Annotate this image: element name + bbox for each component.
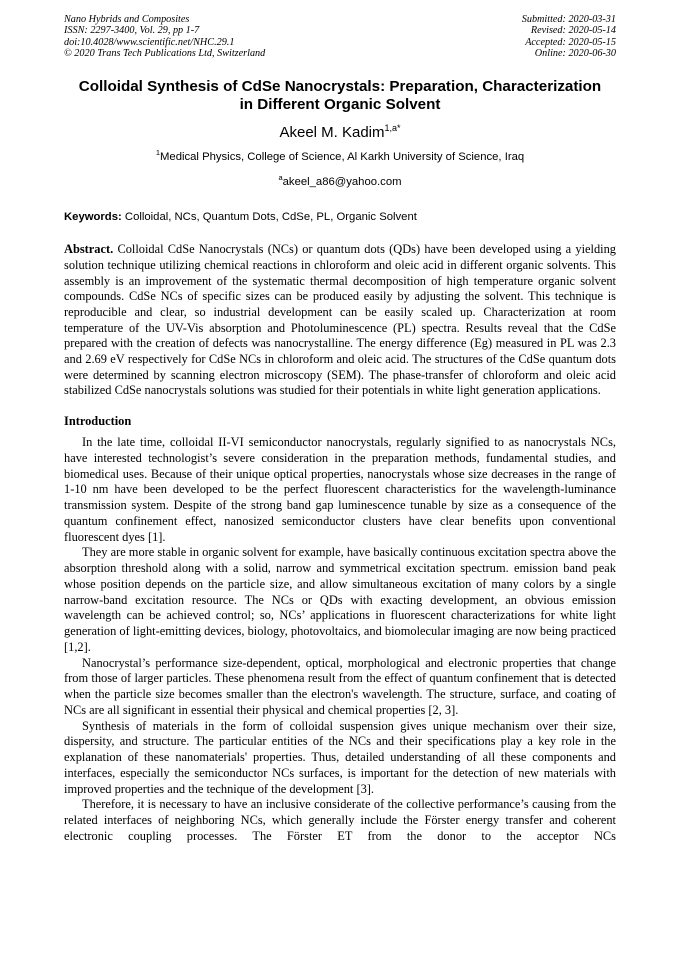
journal-copyright: © 2020 Trans Tech Publications Ltd, Switzerland	[64, 48, 266, 60]
date-online: Online: 2020-06-30	[534, 48, 616, 60]
affiliation	[64, 146, 616, 164]
publication-dates	[522, 14, 616, 60]
journal-info	[64, 14, 265, 60]
journal-doi: doi:10.4028/www.scientific.net/NHC.29.1	[64, 36, 235, 48]
author	[64, 119, 616, 142]
title-line-1: Colloidal Synthesis of CdSe Nanocrystals: Preparation, Characterization	[78, 77, 602, 95]
email-superscript: a	[278, 173, 283, 183]
affiliation-text: Medical Physics, College of Science, Al Karkh University of Science, Iraq	[160, 150, 525, 163]
journal-header	[64, 14, 616, 60]
keywords-label: Keywords:	[64, 211, 122, 224]
paper-page	[64, 14, 616, 845]
email-text: akeel_a86@yahoo.com	[282, 176, 402, 189]
abstract	[64, 242, 616, 399]
intro-paragraph-5: Therefore, it is necessary to have an inclusive considerate of the collective performance’s causing from the related interfaces of neighboring NCs, which generally include the Förster energy transfer and coherent electronic coupling processes. The Förster ET from the donor to the acceptor NCs	[64, 797, 616, 843]
date-revised: Revised: 2020-05-14	[530, 25, 616, 37]
journal-name: Nano Hybrids and Composites	[64, 14, 190, 25]
paper-title	[64, 78, 616, 115]
date-accepted: Accepted: 2020-05-15	[525, 36, 616, 48]
abstract-label: Abstract.	[64, 242, 114, 257]
abstract-text: Colloidal CdSe Nanocrystals (NCs) or quantum dots (QDs) have been developed using a yielding solution technique utilizing chemical reactions in chloroform and oleic acid in different organic solvents. This assembly is an improvement of the systematic thermal decomposition of high temperature organic solvent compounds. CdSe NCs of specific sizes can be produced easily by adjusting the solvent. This technique is reproducible and clear, so industrial development can be easily scaled up. Characterization at room temperature of the UV-Vis absorption and Photoluminescence (PL) spectra. Results reveal that the CdSe prepared with the creation of defects was nanocrystalline. The energy difference (Eg) measured in PL was 2.3 and 2.69 eV respectively for CdSe NCs in chloroform and oleic acid. The structures of the CdSe quantum dots were determined by scanning electron microscopy (SEM). The phase-transfer of chloroform and oleic acid stabilized CdSe nanocrystals solutions was studied for their potentials in white light generation applications.	[64, 242, 616, 398]
date-submitted: Submitted: 2020-03-31	[521, 14, 616, 25]
journal-issn: ISSN: 2297-3400, Vol. 29, pp 1-7	[64, 25, 200, 37]
introduction-heading: Introduction	[64, 414, 132, 429]
author-name: Akeel M. Kadim	[279, 123, 385, 141]
title-line-2: in Different Organic Solvent	[239, 96, 441, 114]
intro-paragraph-2: They are more stable in organic solvent for example, have basically continuous excitation spectra above the absorption threshold along with a solid, narrow and symmetrical excitation spectrum. emission band peak whose position depends on the particle size, and allow simultaneous excitation of many colors by a single narrow-band excitation resource. The NCs or QDs with exacting development, an obvious emission wavelength can be achieved control; so, NCs’ applications in fluorescent characterizations for white light generation of light-emitting devices, biology, photovoltaics, and biomolecular imaging are now being practiced [1,2].	[64, 545, 616, 654]
affiliation-superscript: 1	[155, 147, 160, 157]
intro-paragraph-1: In the late time, colloidal II-VI semiconductor nanocrystals, regularly signified to as nanocrystals NCs, have interested technologist’s severe consideration in the preparation methods, fundamental studies, and biomedical uses. Because of their unique optical properties, nanocrystals whose size decreases in the range of 1-10 nm have been developed to be the perfect fluorescent characteristics for the wavelength-luminance transmission system. Despite of the strong band gap luminescence tunable by size as a consequence of the quantum confinement effect, nanosized semiconductor clusters have clear benefits upon conventional fluorescent dyes [1].	[64, 435, 616, 544]
intro-paragraph-3: Nanocrystal’s performance size-dependent, optical, morphological and electronic properties that change from those of larger particles. These phenomena result from the effect of quantum confinement that is detected when the particle size becomes smaller than the electron's wavelength. The structure, surface, and coating of NCs are all significant in essential their physical and chemical properties [2, 3].	[64, 655, 616, 717]
author-superscript: 1,a*	[384, 122, 401, 133]
author-email	[64, 171, 616, 189]
keywords-text: Colloidal, NCs, Quantum Dots, CdSe, PL, Organic Solvent	[124, 211, 417, 224]
intro-paragraph-4: Synthesis of materials in the form of colloidal suspension gives unique mechanism over their size, dispersity, and structure. The particular entities of the NCs and their specifications play a key role in the explanation of these nanomaterials' properties. Thus, detailed understanding of all these components and interfaces, especially the semiconductor NCs surfaces, is important for the detection of new materials with improved properties and the technique of the development [3].	[64, 718, 616, 796]
keywords	[64, 210, 616, 224]
